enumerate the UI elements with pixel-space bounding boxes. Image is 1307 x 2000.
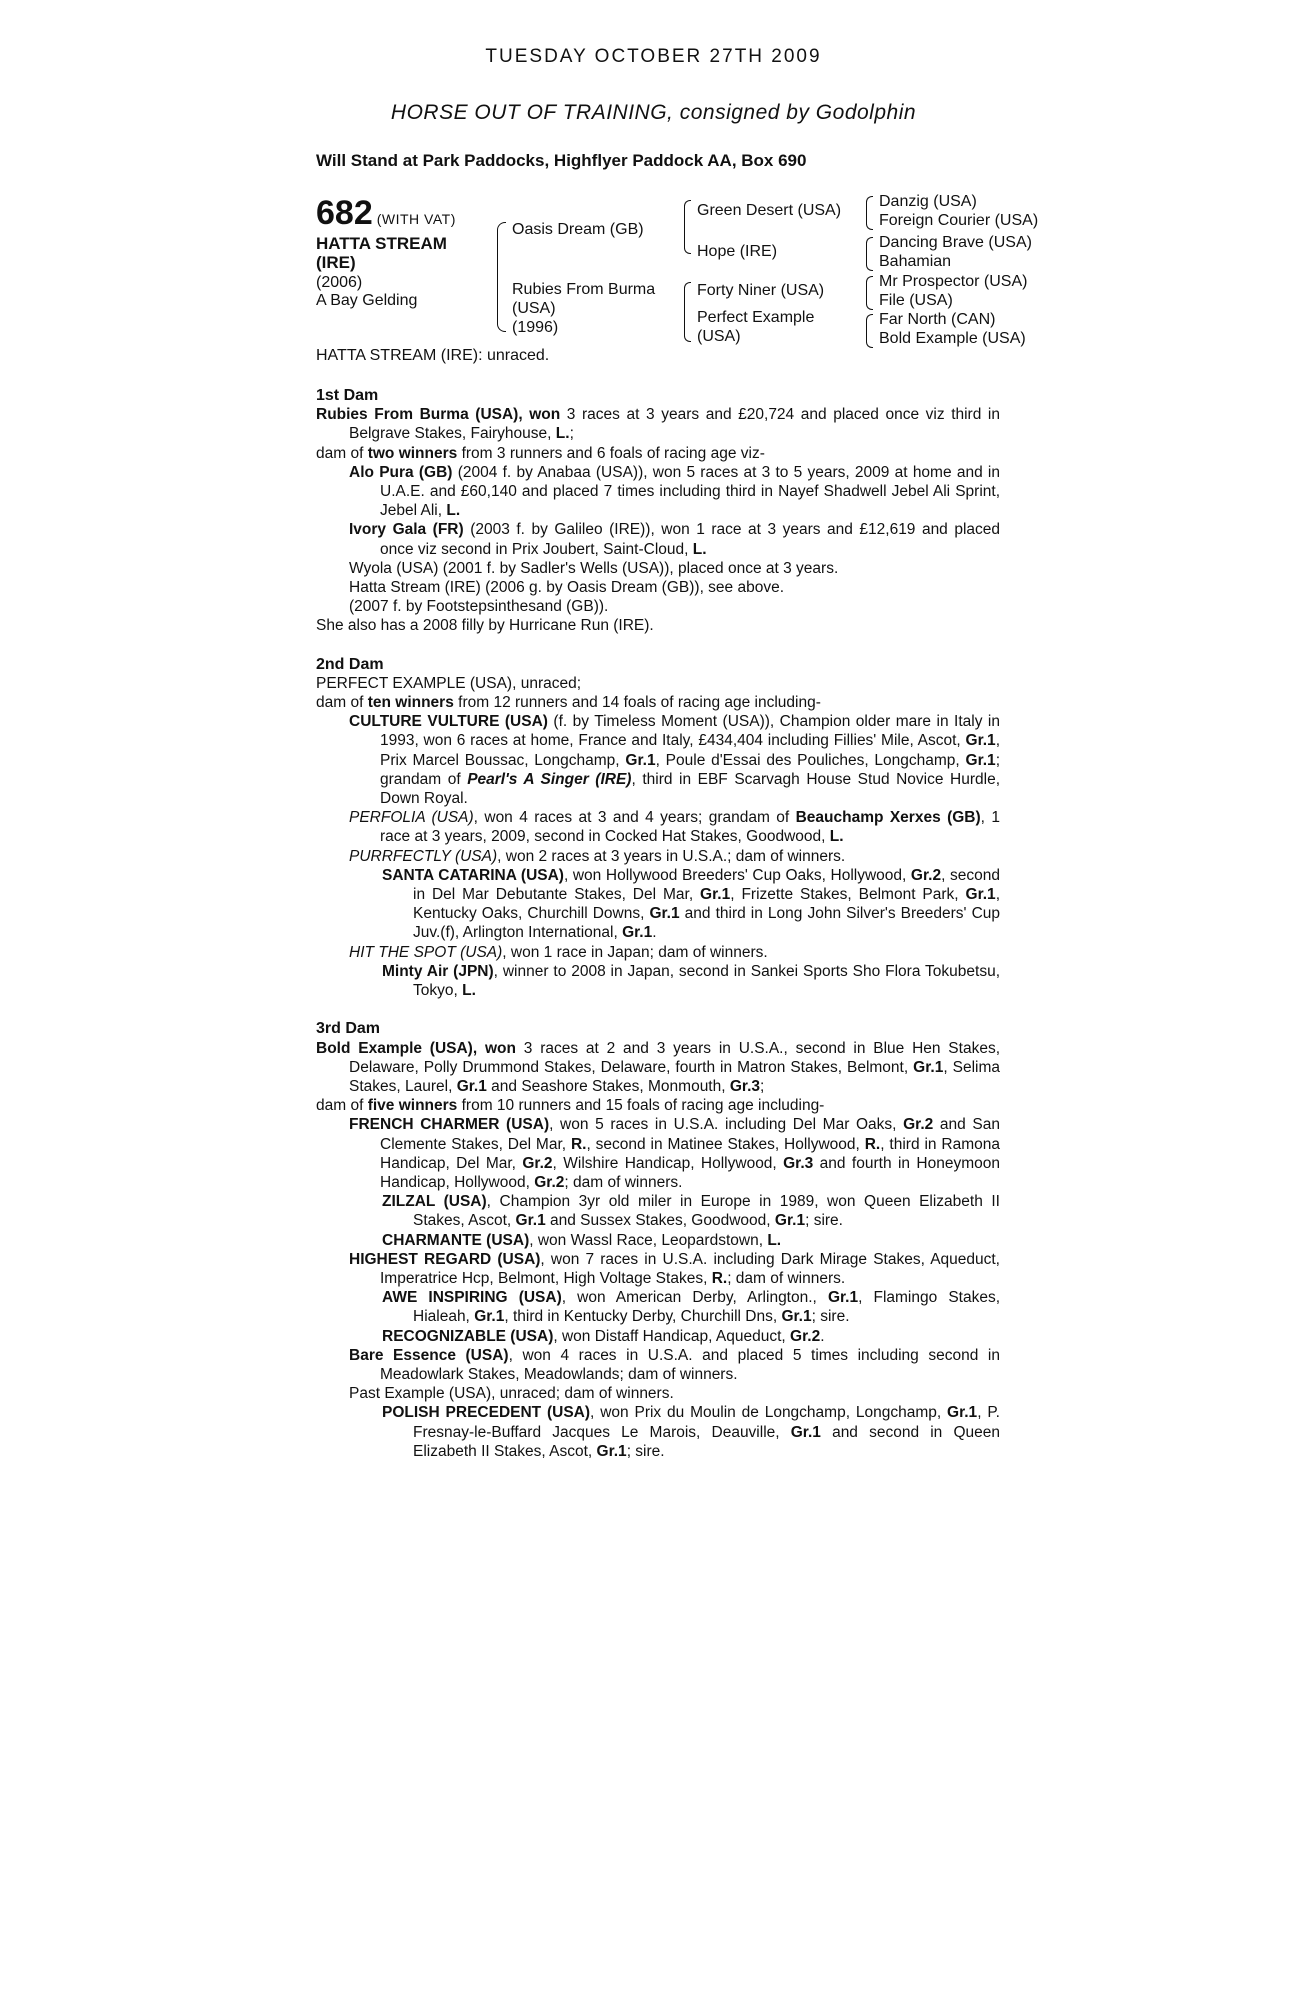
dam-of-line [316,1096,1000,1115]
progeny-alo-pura [316,463,1000,521]
progeny-name: Bare Essence (USA) [349,1346,509,1364]
pedigree-brace [866,314,873,348]
listed-tag: L. [446,502,461,520]
pedigree-dam-line1: Rubies From Burma [512,281,656,298]
pedigree-dam-dam-line1: Perfect Example [697,309,815,326]
section-gap [316,636,1000,655]
progeny-text: , third in EBF Scarvagh House Stud Novice Hurdle, Down Royal. [380,770,1000,808]
dam-of-winners: ten winners [367,694,454,712]
restricted-tag: R. [864,1135,881,1153]
progeny-name: FRENCH CHARMER (USA) [349,1116,550,1134]
dam-of-prefix: dam of [316,444,368,462]
lot-number: 682 [316,194,373,232]
progeny-name: CHARMANTE (USA) [382,1231,530,1249]
progeny-name: PERFOLIA (USA) [349,809,474,827]
progeny-text: , Wilshire Handicap, Hollywood, [552,1154,784,1172]
dam-of-suffix: from 12 runners and 14 foals of racing age including- [453,694,821,712]
progeny-text: , 1 race at 3 years, 2009, second in Cocked Hat Stakes, Goodwood, [380,809,1000,846]
grade-tag: Gr.1 [625,751,656,769]
progeny-text: , won Hollywood Breeders' Cup Oaks, Hollywood, [563,866,911,884]
lot-heading [316,194,456,233]
grade-tag: Gr.1 [827,1289,859,1307]
pedigree-brace [497,222,506,332]
horse-name-line1: HATTA STREAM [316,234,447,253]
progeny-text: , won Distaff Handicap, Aqueduct, [553,1327,791,1345]
grade-tag: Gr.1 [700,886,731,904]
dam-name: Rubies From Burma (USA) [316,406,519,424]
progeny-text: , won 4 races in U.S.A. and placed 5 times including second in Meadowlark Stakes, Meadowlands; dam of winners. [380,1346,1000,1383]
progeny-perfolia [316,808,1000,846]
section-heading-2nd-dam: 2nd Dam [316,655,384,673]
progeny-text: ; dam of winners. [564,1173,683,1191]
pedigree-dam [512,280,655,337]
horse-name-line2: (IRE) [316,253,356,272]
progeny-name: Alo Pura (GB) [349,463,453,481]
dam-text: and Seashore Stakes, Monmouth, [486,1077,730,1095]
dam-of-line [316,693,1000,712]
race-summary: HATTA STREAM (IRE): unraced. [316,347,550,364]
grade-tag: Gr.1 [790,1423,821,1441]
grade-tag: Gr.2 [910,866,942,884]
grade-tag: Gr.2 [903,1116,934,1134]
grade-tag: Gr.1 [965,732,996,750]
grade-tag: Gr.2 [534,1173,565,1191]
progeny-text: , won 2 races at 3 years in U.S.A.; dam of winners. [497,847,846,865]
section-heading-1st-dam: 1st Dam [316,387,379,404]
progeny-text: , third in Ramona Handicap, Del Mar, [380,1135,1000,1172]
dam-of-prefix: dam of [316,1097,368,1115]
pedigree-dam-line3: (1996) [512,319,559,336]
progeny-wyola: Wyola (USA) (2001 f. by Sadler's Wells (USA)), placed once at 3 years. [349,559,839,577]
progeny-text: , Champion 3yr old miler in Europe in 1989, won Queen Elizabeth II Stakes, Ascot, [413,1193,1000,1230]
progeny-purrfectly [316,847,1000,866]
pedigree-dam-dam [697,308,814,346]
horse-description: A Bay Gelding [316,292,418,309]
dam-won: , won [472,1039,516,1057]
pedigree-brace [684,282,691,342]
grade-tag: Gr.2 [522,1154,553,1172]
section-gap [316,1000,1000,1019]
progeny-text: , Kentucky Oaks, Churchill Downs, [413,886,1000,923]
progeny-hatta-stream: Hatta Stream (IRE) (2006 g. by Oasis Dream (GB)), see above. [349,579,785,597]
progeny-recognizable [316,1327,1000,1346]
dam-of-suffix: from 10 runners and 15 foals of racing age including- [457,1097,825,1115]
progeny-2007-foal: (2007 f. by Footstepsinthesand (GB)). [349,598,609,616]
grade-tag: Gr.1 [649,905,680,923]
dam-of-winners: two winners [367,444,458,462]
progeny-text: , third in Kentucky Derby, Churchill Dns, [504,1308,782,1326]
progeny-text: and fourth in Honeymoon Handicap, Hollywood, [380,1154,1000,1191]
progeny-zilzal [316,1192,1000,1230]
progeny-text: ; sire. [805,1212,843,1230]
grade-tag: Gr.1 [781,1308,812,1326]
progeny-name: AWE INSPIRING (USA) [382,1289,562,1307]
progeny-polish-precedent [316,1403,1000,1461]
listed-tag: L. [462,982,476,1000]
grade-tag: Gr.1 [622,924,653,942]
grade-tag: Gr.1 [515,1212,546,1230]
progeny-text: and third in Long John Silver's Breeders' Cup Juv.(f), Arlington International, [413,905,1000,942]
pedigree-dds: Far North (CAN) [879,311,996,328]
also-has-line: She also has a 2008 filly by Hurricane Run (IRE). [316,617,654,635]
pedigree-brace [866,237,873,271]
progeny-ivory-gala [316,520,1000,558]
progeny-past-example: Past Example (USA), unraced; dam of winners. [349,1385,674,1403]
progeny-french-charmer [316,1115,1000,1192]
progeny-charmante [316,1231,1000,1250]
grade-tag: Gr.1 [774,1212,806,1230]
progeny-text: , Prix Marcel Boussac, Longchamp, [380,732,1000,769]
progeny-name: Minty Air (JPN) [382,962,494,980]
dam-of-winners: five winners [367,1097,458,1115]
pedigree-dss: Mr Prospector (USA) [879,273,1028,290]
progeny-text: , won 4 races at 3 and 4 years; grandam of [473,809,796,827]
progeny-santa-catarina [316,866,1000,943]
dam-of-suffix: from 3 runners and 6 foals of racing age viz- [457,444,765,462]
pedigree-sss: Danzig (USA) [879,193,977,210]
pedigree-dsd: File (USA) [879,292,953,309]
pedigree-sdd: Bahamian [879,253,952,270]
progeny-text: , second in Matinee Stakes, Hollywood, [586,1135,865,1153]
progeny-text: , won 5 races in U.S.A. including Del Mar Oaks, [549,1116,904,1134]
progeny-text: and Sussex Stakes, Goodwood, [545,1212,775,1230]
progeny-hit-the-spot [316,943,1000,962]
grade-tag: Gr.1 [596,1442,627,1460]
pedigree-sire: Oasis Dream (GB) [512,221,644,238]
consignment-subtitle: HORSE OUT OF TRAINING, consigned by Godolphin [390,101,917,124]
progeny-name: Ivory Gala (FR) [349,521,464,539]
page-date: TUESDAY OCTOBER 27TH 2009 [485,46,822,67]
progeny-bare-essence [316,1346,1000,1384]
progeny-text: , won American Derby, Arlington., [561,1289,828,1307]
progeny-name: SANTA CATARINA (USA) [382,866,564,884]
progeny-text: , second in Del Mar Debutante Stakes, Del Mar, [413,866,1000,904]
progeny-culture-vulture [316,712,1000,808]
progeny-text: , won Prix du Moulin de Longchamp, Longchamp, [590,1404,948,1422]
dam-of-prefix: dam of [316,694,368,712]
grade-tag: Gr.1 [456,1077,487,1095]
pedigree-sire-dam: Hope (IRE) [697,243,778,260]
grade-tag: Gr.1 [474,1308,505,1326]
progeny-text: , won Wassl Race, Leopardstown, [529,1231,768,1249]
progeny-name: PURRFECTLY (USA) [349,847,498,865]
restricted-tag: R. [711,1269,728,1287]
progeny-text: , winner to 2008 in Japan, second in Sankei Sports Sho Flora Tokubetsu, Tokyo, [413,962,1001,1000]
progeny-awe-inspiring [316,1288,1000,1326]
progeny-text: ; sire. [811,1308,850,1326]
pedigree-sds: Dancing Brave (USA) [879,234,1032,251]
dam-text: ; [760,1077,765,1095]
progeny-text: . [820,1327,825,1345]
dam-text: 3 races at 3 years and £20,724 and placed once viz third in Belgrave Stakes, Fairyhouse, [349,406,1000,443]
grade-tag: Gr.1 [965,886,996,904]
progeny-name: ZILZAL (USA) [382,1193,487,1211]
progeny-text: and San Clemente Stakes, Del Mar, [380,1116,1000,1153]
dam-of-line [316,444,1000,463]
progeny-name: CULTURE VULTURE (USA) [349,713,548,731]
horse-name [316,234,447,272]
grade-tag: Gr.1 [965,751,996,769]
pedigree-brace [684,200,691,254]
section-heading-3rd-dam: 3rd Dam [316,1020,381,1038]
dam-text: 3 races at 2 and 3 years in U.S.A., second in Blue Hen Stakes, Delaware, Polly Drummond Stakes, Delaware, fourth in Matron Stakes, Belmont, [349,1039,1001,1076]
listed-tag: L. [692,540,707,558]
progeny-text: (2004 f. by Anabaa (USA)), won 5 races at 3 to 5 years, 2009 at home and in U.A.E. and £60,140 and placed 7 times including third in Nayef Shadwell Jebel Ali Sprint, Jebel Ali, [380,463,1000,520]
progeny-grandchild: Pearl's A Singer (IRE) [467,770,632,788]
dam-name: Bold Example (USA) [316,1039,473,1057]
progeny-text: and second in Queen Elizabeth II Stakes, Ascot, [413,1423,1000,1460]
progeny-name: HIGHEST REGARD (USA) [349,1250,541,1268]
pedigree-sire-sire: Green Desert (USA) [697,202,842,219]
grade-tag: Gr.1 [913,1058,944,1076]
pedigree-ddd: Bold Example (USA) [879,330,1026,347]
progeny-text: (f. by Timeless Moment (USA)), Champion older mare in Italy in 1993, won 6 races at home, France and Italy, £434,404 including Fillies' Mile, Ascot, [380,713,1001,750]
progeny-name: HIT THE SPOT (USA) [349,943,503,961]
listed-tag: L. [555,425,570,443]
second-dam-record: PERFECT EXAMPLE (USA), unraced; [316,674,582,692]
listed-tag: L. [829,828,844,846]
restricted-tag: R. [570,1135,587,1153]
grade-tag: Gr.3 [783,1154,814,1172]
pedigree-ssd: Foreign Courier (USA) [879,212,1039,229]
pedigree-brace [866,196,873,230]
dam-record [316,405,1000,443]
progeny-name: RECOGNIZABLE (USA) [382,1327,554,1345]
dam-won: , won [518,406,561,424]
third-dam-record [316,1039,1000,1097]
pedigree-dam-line2: (USA) [512,300,556,317]
progeny-text: , Frizette Stakes, Belmont Park, [730,886,966,904]
grade-tag: Gr.3 [729,1077,761,1095]
pedigree-brace [866,276,873,310]
pedigree-dam-dam-line2: (USA) [697,328,741,345]
produce-record [316,386,1000,1461]
grade-tag: Gr.2 [790,1327,821,1345]
progeny-text: (2003 f. by Galileo (IRE)), won 1 race at 3 years and £12,619 and placed once viz second in Prix Joubert, Saint-Cloud, [380,521,1000,558]
progeny-text: , P. Fresnay-le-Buffard Jacques Le Marois, Deauville, [413,1404,1000,1441]
progeny-grandchild: Beauchamp Xerxes (GB) [795,809,981,827]
progeny-text: ; dam of winners. [727,1269,846,1287]
dam-text: , Selima Stakes, Laurel, [349,1058,1000,1095]
dam-text-end: ; [569,425,574,443]
progeny-text: , Poule d'Essai des Pouliches, Longchamp, [655,751,966,769]
progeny-minty-air [316,962,1000,1000]
progeny-name: POLISH PRECEDENT (USA) [382,1404,591,1422]
progeny-text: , Flamingo Stakes, Hialeah, [413,1289,1001,1326]
progeny-text: . [652,924,657,942]
progeny-text: ; sire. [626,1442,665,1460]
progeny-text: ; grandam of [380,751,1000,788]
horse-year: (2006) [316,274,363,291]
listed-tag: L. [767,1231,782,1249]
progeny-highest-regard [316,1250,1000,1288]
lot-vat: (WITH VAT) [376,211,456,227]
progeny-text: , won 7 races in U.S.A. including Dark Mirage Stakes, Aqueduct, Imperatrice Hcp, Belmont, High Voltage Stakes, [380,1250,1000,1287]
grade-tag: Gr.1 [947,1404,978,1422]
pedigree-dam-sire: Forty Niner (USA) [697,282,825,299]
progeny-text: , won 1 race in Japan; dam of winners. [502,943,768,961]
stand-location: Will Stand at Park Paddocks, Highflyer Paddock AA, Box 690 [316,151,807,170]
